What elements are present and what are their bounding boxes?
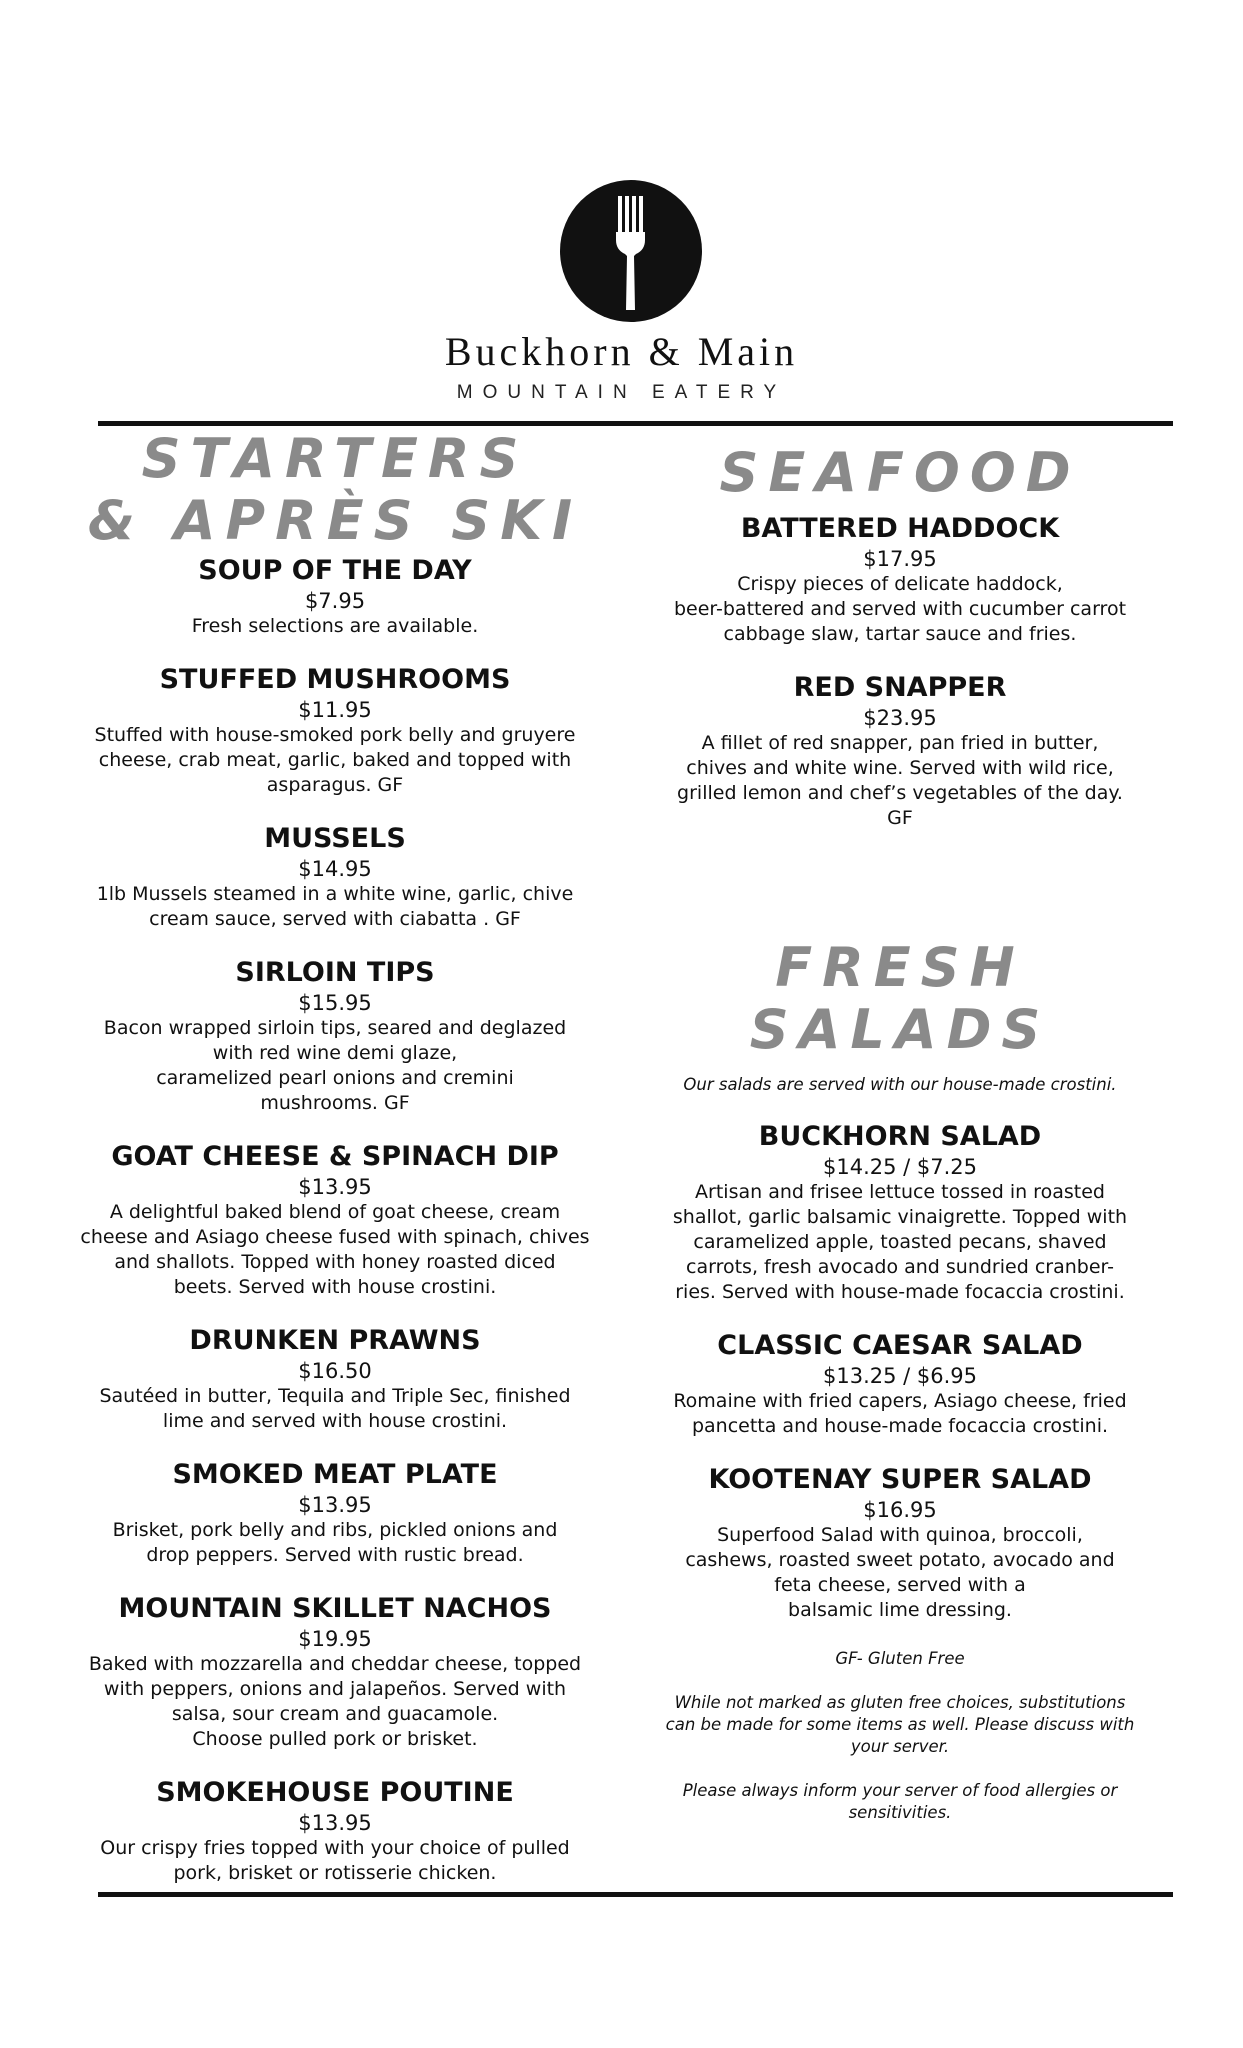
allergies-note: Please always inform your server of food allergies or sensitivities. [682, 1781, 1118, 1822]
menu-item [655, 1329, 1145, 1439]
menu-item [80, 1140, 590, 1300]
item-price: $7.95 [304, 589, 366, 613]
item-price: $16.95 [863, 1498, 937, 1522]
menu-item [80, 956, 590, 1116]
item-price: $16.50 [298, 1359, 372, 1383]
item-description: Bacon wrapped sirloin tips, seared and deglazed with red wine demi glaze, caramelized pearl onions and cremini mushrooms. GF [103, 1017, 567, 1114]
salads-note: Our salads are served with our house-made crostini. [683, 1075, 1117, 1094]
item-name: MUSSELS [264, 823, 406, 854]
item-description: Sautéed in butter, Tequila and Triple Sec, finished lime and served with house crostini. [99, 1385, 571, 1432]
item-name: SMOKED MEAT PLATE [172, 1459, 498, 1490]
item-name: DRUNKEN PRAWNS [189, 1325, 481, 1356]
section-spacer [655, 855, 1145, 937]
item-description: Our crispy fries topped with your choice of pulled pork, brisket or rotisserie chicken. [100, 1837, 570, 1884]
item-description: Romaine with fried capers, Asiago cheese, fried pancetta and house-made focaccia crostini. [673, 1390, 1127, 1437]
item-price: $14.95 [298, 857, 372, 881]
brand-subtitle: MOUNTAIN EATERY [456, 382, 787, 403]
item-name: SOUP OF THE DAY [198, 555, 472, 586]
item-price: $11.95 [298, 698, 372, 722]
brand-name: Buckhorn & Main [444, 329, 799, 374]
item-price: $13.95 [298, 1811, 372, 1835]
item-price: $13.25 / $6.95 [822, 1364, 978, 1388]
item-description: Baked with mozzarella and cheddar cheese, topped with peppers, onions and jalapeños. Served with salsa, sour cream and guacamole. Choose pulled pork or brisket. [88, 1653, 582, 1750]
item-description: A fillet of red snapper, pan fried in butter, chives and white wine. Served with wild rice, grilled lemon and chef’s vegetables of the day. GF [677, 732, 1123, 829]
starters-title: STARTERS & APRÈS SKI [87, 427, 583, 552]
item-name: SIRLOIN TIPS [235, 957, 435, 988]
item-name: GOAT CHEESE & SPINACH DIP [111, 1141, 559, 1172]
item-description: Stuffed with house-smoked pork belly and gruyere cheese, crab meat, garlic, baked and topped with asparagus. GF [94, 724, 576, 796]
menu-item [80, 663, 590, 798]
menu-item [655, 1463, 1145, 1623]
starters-section [80, 428, 590, 1910]
item-description: Superfood Salad with quinoa, broccoli, cashews, roasted sweet potato, avocado and feta cheese, served with a balsamic lime dressing. [685, 1524, 1115, 1621]
item-price: $23.95 [863, 706, 937, 730]
item-price: $17.95 [863, 547, 937, 571]
item-name: KOOTENAY SUPER SALAD [708, 1464, 1092, 1495]
menu-item [655, 1120, 1145, 1305]
menu-item [80, 1324, 590, 1434]
menu-item [80, 1776, 590, 1886]
item-price: $13.95 [298, 1175, 372, 1199]
logo [560, 180, 702, 322]
item-price: $14.25 / $7.25 [822, 1155, 978, 1179]
top-divider [98, 421, 1173, 426]
item-name: SMOKEHOUSE POUTINE [156, 1777, 514, 1808]
substitutions-note: While not marked as gluten free choices, substitutions can be made for some items as well. Please discuss with your server. [665, 1693, 1135, 1756]
item-price: $13.95 [298, 1493, 372, 1517]
item-description: Crispy pieces of delicate haddock, beer-battered and served with cucumber carrot cabbage slaw, tartar sauce and fries. [673, 573, 1127, 645]
menu-item [80, 1592, 590, 1752]
menu-item [655, 512, 1145, 647]
menu-item [80, 1458, 590, 1568]
item-name: MOUNTAIN SKILLET NACHOS [118, 1593, 552, 1624]
item-description: 1lb Mussels steamed in a white wine, garlic, chive cream sauce, served with ciabatta . GF [96, 883, 574, 930]
fork-icon [560, 180, 702, 322]
menu-item [655, 671, 1145, 831]
item-name: BATTERED HADDOCK [740, 513, 1060, 544]
salads-title: FRESH SALADS [749, 936, 1051, 1061]
item-name: CLASSIC CAESAR SALAD [717, 1330, 1083, 1361]
item-description: A delightful baked blend of goat cheese, cream cheese and Asiago cheese fused with spinach, chives and shallots. Topped with honey roasted diced beets. Served with house crostini. [80, 1201, 590, 1298]
gf-note: GF- Gluten Free [835, 1649, 965, 1668]
menu-item [80, 554, 590, 639]
seafood-title: SEAFOOD [719, 441, 1081, 504]
item-description: Brisket, pork belly and ribs, pickled onions and drop peppers. Served with rustic bread. [112, 1519, 558, 1566]
bottom-divider [98, 1892, 1173, 1897]
menu-item [80, 822, 590, 932]
item-description: Artisan and frisee lettuce tossed in roasted shallot, garlic balsamic vinaigrette. Topped with caramelized apple, toasted pecans, shaved carrots, fresh avocado and sundried cranber- ries. Served with house-made focaccia crostini. [672, 1181, 1128, 1303]
item-description: Fresh selections are available. [191, 615, 479, 637]
item-price: $19.95 [298, 1627, 372, 1651]
item-name: BUCKHORN SALAD [758, 1121, 1042, 1152]
dietary-notes [655, 1648, 1145, 1846]
item-name: RED SNAPPER [793, 672, 1007, 703]
right-column [655, 442, 1145, 1647]
item-name: STUFFED MUSHROOMS [159, 664, 511, 695]
item-price: $15.95 [298, 991, 372, 1015]
